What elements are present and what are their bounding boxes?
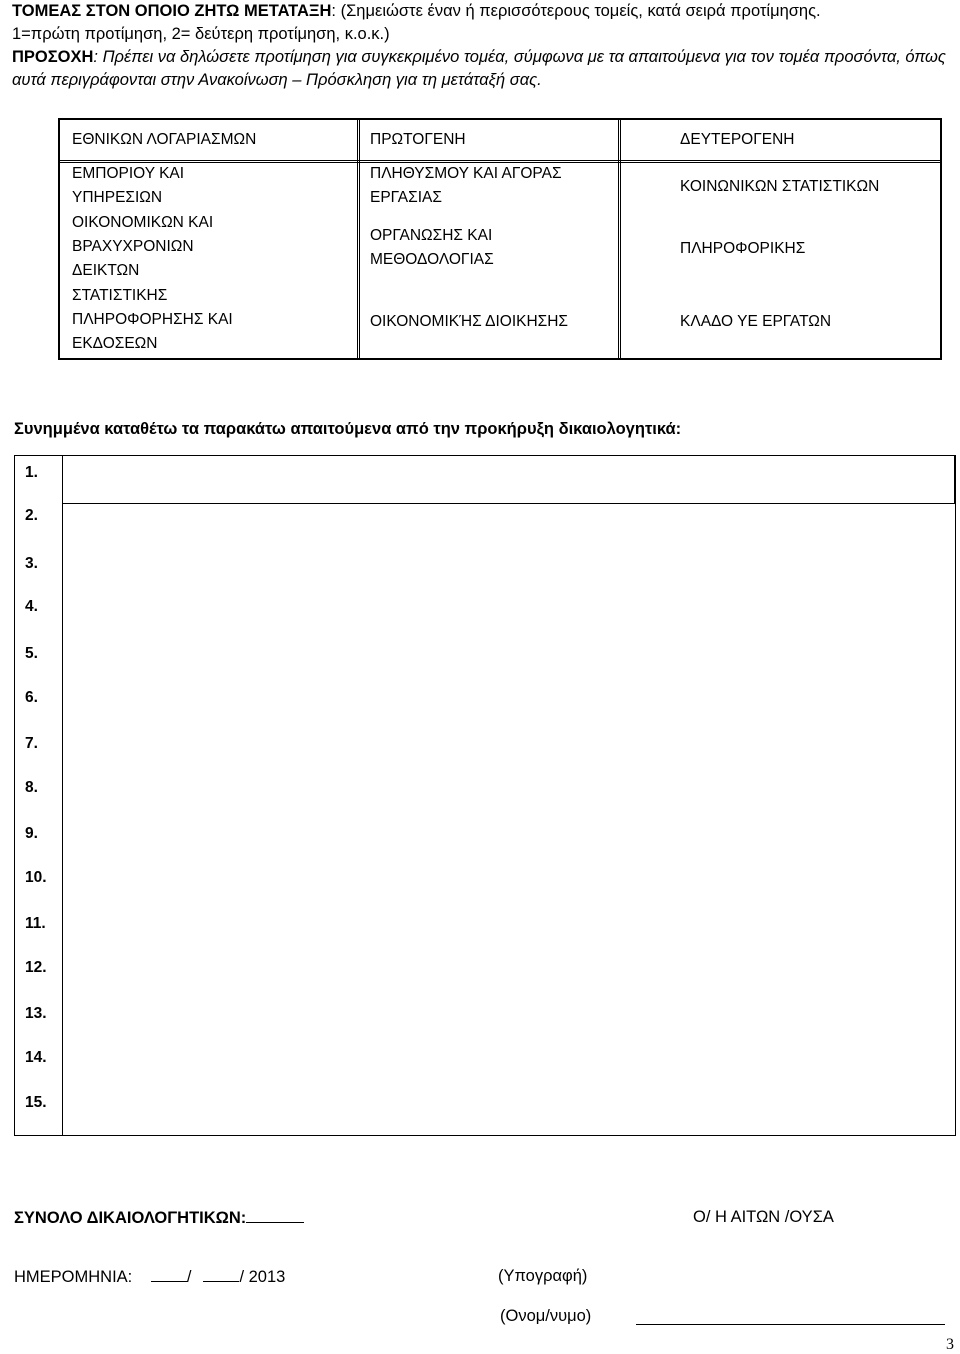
document-item-number: 9. [25,825,38,842]
date-year: / 2013 [239,1268,286,1286]
total-documents-field[interactable] [246,1208,304,1223]
sector-organization-methodology[interactable]: ΟΡΓΑΝΩΣΗΣ ΚΑΙ ΜΕΘΟΔΟΛΟΓΙΑΣ [370,227,494,268]
document-item-number: 3. [25,555,38,572]
note-text: : Πρέπει να δηλώσετε προτίμηση για συγκεκριμένο τομέα, σύμφωνα με τα απαιτούμενα για τον τομέα προσόντα, όπως αυτά περιγράφονται στην Ανακοίνωση – Πρόσκληση για τη μετάταξή σας. [12,48,946,89]
document-item-field[interactable] [63,999,955,1035]
document-item-field[interactable] [63,773,955,809]
document-item-field[interactable] [63,1088,955,1124]
intro-text [12,0,947,92]
sector-economic-indicators[interactable]: ΟΙΚΟΝΟΜΙΚΩΝ ΚΑΙ ΒΡΑΧΥΧΡΟΝΙΩΝ ΔΕΙΚΤΩΝ [72,214,214,279]
sector-heading-instructions: : (Σημειώστε έναν ή περισσότερους τομείς, κατά σειρά προτίμησης. [331,2,821,20]
document-item-field[interactable] [63,729,955,765]
sector-statistical-information[interactable]: ΣΤΑΤΙΣΤΙΚΗΣ ΠΛΗΡΟΦΟΡΗΣΗΣ ΚΑΙ ΕΚΔΟΣΕΩΝ [72,287,233,352]
sector-social-statistics[interactable]: ΚΟΙΝΩΝΙΚΩΝ ΣΤΑΤΙΣΤΙΚΩΝ [680,178,880,195]
sector-national-accounts[interactable]: ΕΘΝΙΚΩΝ ΛΟΓΑΡΙΑΣΜΩΝ [72,131,257,148]
document-item-field[interactable] [63,863,955,899]
document-item-field[interactable] [63,501,955,537]
applicant-label: Ο/ Η ΑΙΤΩΝ /ΟΥΣΑ [693,1208,834,1226]
document-item-number: 10. [25,869,47,886]
document-item-field[interactable] [63,458,955,494]
sectors-table [58,118,942,360]
sector-informatics[interactable]: ΠΛΗΡΟΦΟΡΙΚΗΣ [680,240,806,257]
signature-label: (Υπογραφή) [498,1267,588,1285]
document-item-field[interactable] [63,639,955,675]
documents-title: Συνημμένα καταθέτω τα παρακάτω απαιτούμενα από την προκήρυξη δικαιολογητικά: [14,420,682,438]
date-line [14,1267,285,1287]
document-item-field[interactable] [63,549,955,585]
date-month-field[interactable] [203,1267,239,1282]
table-divider [357,120,360,358]
document-item-number: 11. [25,915,46,932]
sector-primary[interactable]: ΠΡΩΤΟΓΕΝΗ [370,131,466,148]
table-divider [618,120,621,358]
document-item-number: 8. [25,779,38,796]
document-item-field[interactable] [63,592,955,628]
document-item-number: 2. [25,507,38,524]
document-item-number: 5. [25,645,38,662]
document-item-number: 1. [25,464,38,481]
date-label: ΗΜΕΡΟΜΗΝΙΑ: [14,1268,133,1286]
note-label: ΠΡΟΣΟΧΗ [12,48,94,66]
sector-secondary[interactable]: ΔΕΥΤΕΡΟΓΕΝΗ [680,131,795,148]
sector-workers-branch[interactable]: ΚΛΑΔΟ ΥΕ ΕΡΓΑΤΩΝ [680,313,832,330]
document-item-number: 15. [25,1094,47,1111]
document-item-field[interactable] [63,1043,955,1079]
document-item-field[interactable] [63,953,955,989]
preference-legend: 1=πρώτη προτίμηση, 2= δεύτερη προτίμηση, κ.ο.κ.) [12,25,390,43]
document-item-number: 14. [25,1049,47,1066]
name-label: (Ονομ/νυμο) [500,1307,592,1325]
sector-population-labour[interactable]: ΠΛΗΘΥΣΜΟΥ ΚΑΙ ΑΓΟΡΑΣ ΕΡΓΑΣΙΑΣ [370,165,562,206]
total-documents [14,1208,304,1228]
documents-list [14,455,956,1136]
document-item-number: 12. [25,959,47,976]
sector-trade-services[interactable]: ΕΜΠΟΡΙΟΥ ΚΑΙ ΥΠΗΡΕΣΙΩΝ [72,165,185,206]
page-number: 3 [946,1336,954,1353]
document-item-number: 6. [25,689,38,706]
document-item-number: 13. [25,1005,47,1022]
document-item-field[interactable] [63,819,955,855]
total-documents-label: ΣΥΝΟΛΟ ΔΙΚΑΙΟΛΟΓΗΤΙΚΩΝ: [14,1209,247,1227]
document-item-number: 7. [25,735,38,752]
date-separator: / [186,1268,192,1286]
document-item-field[interactable] [63,909,955,945]
name-field[interactable] [636,1324,945,1325]
sector-financial-management[interactable]: ΟΙΚΟΝΟΜΙΚΉΣ ΔΙΟΙΚΗΣΗΣ [370,313,569,330]
sector-heading: ΤΟΜΕΑΣ ΣΤΟΝ ΟΠΟΙΟ ΖΗΤΩ ΜΕΤΑΤΑΞΗ [12,2,332,20]
date-day-field[interactable] [151,1267,187,1282]
document-item-number: 4. [25,598,38,615]
document-item-field[interactable] [63,683,955,719]
